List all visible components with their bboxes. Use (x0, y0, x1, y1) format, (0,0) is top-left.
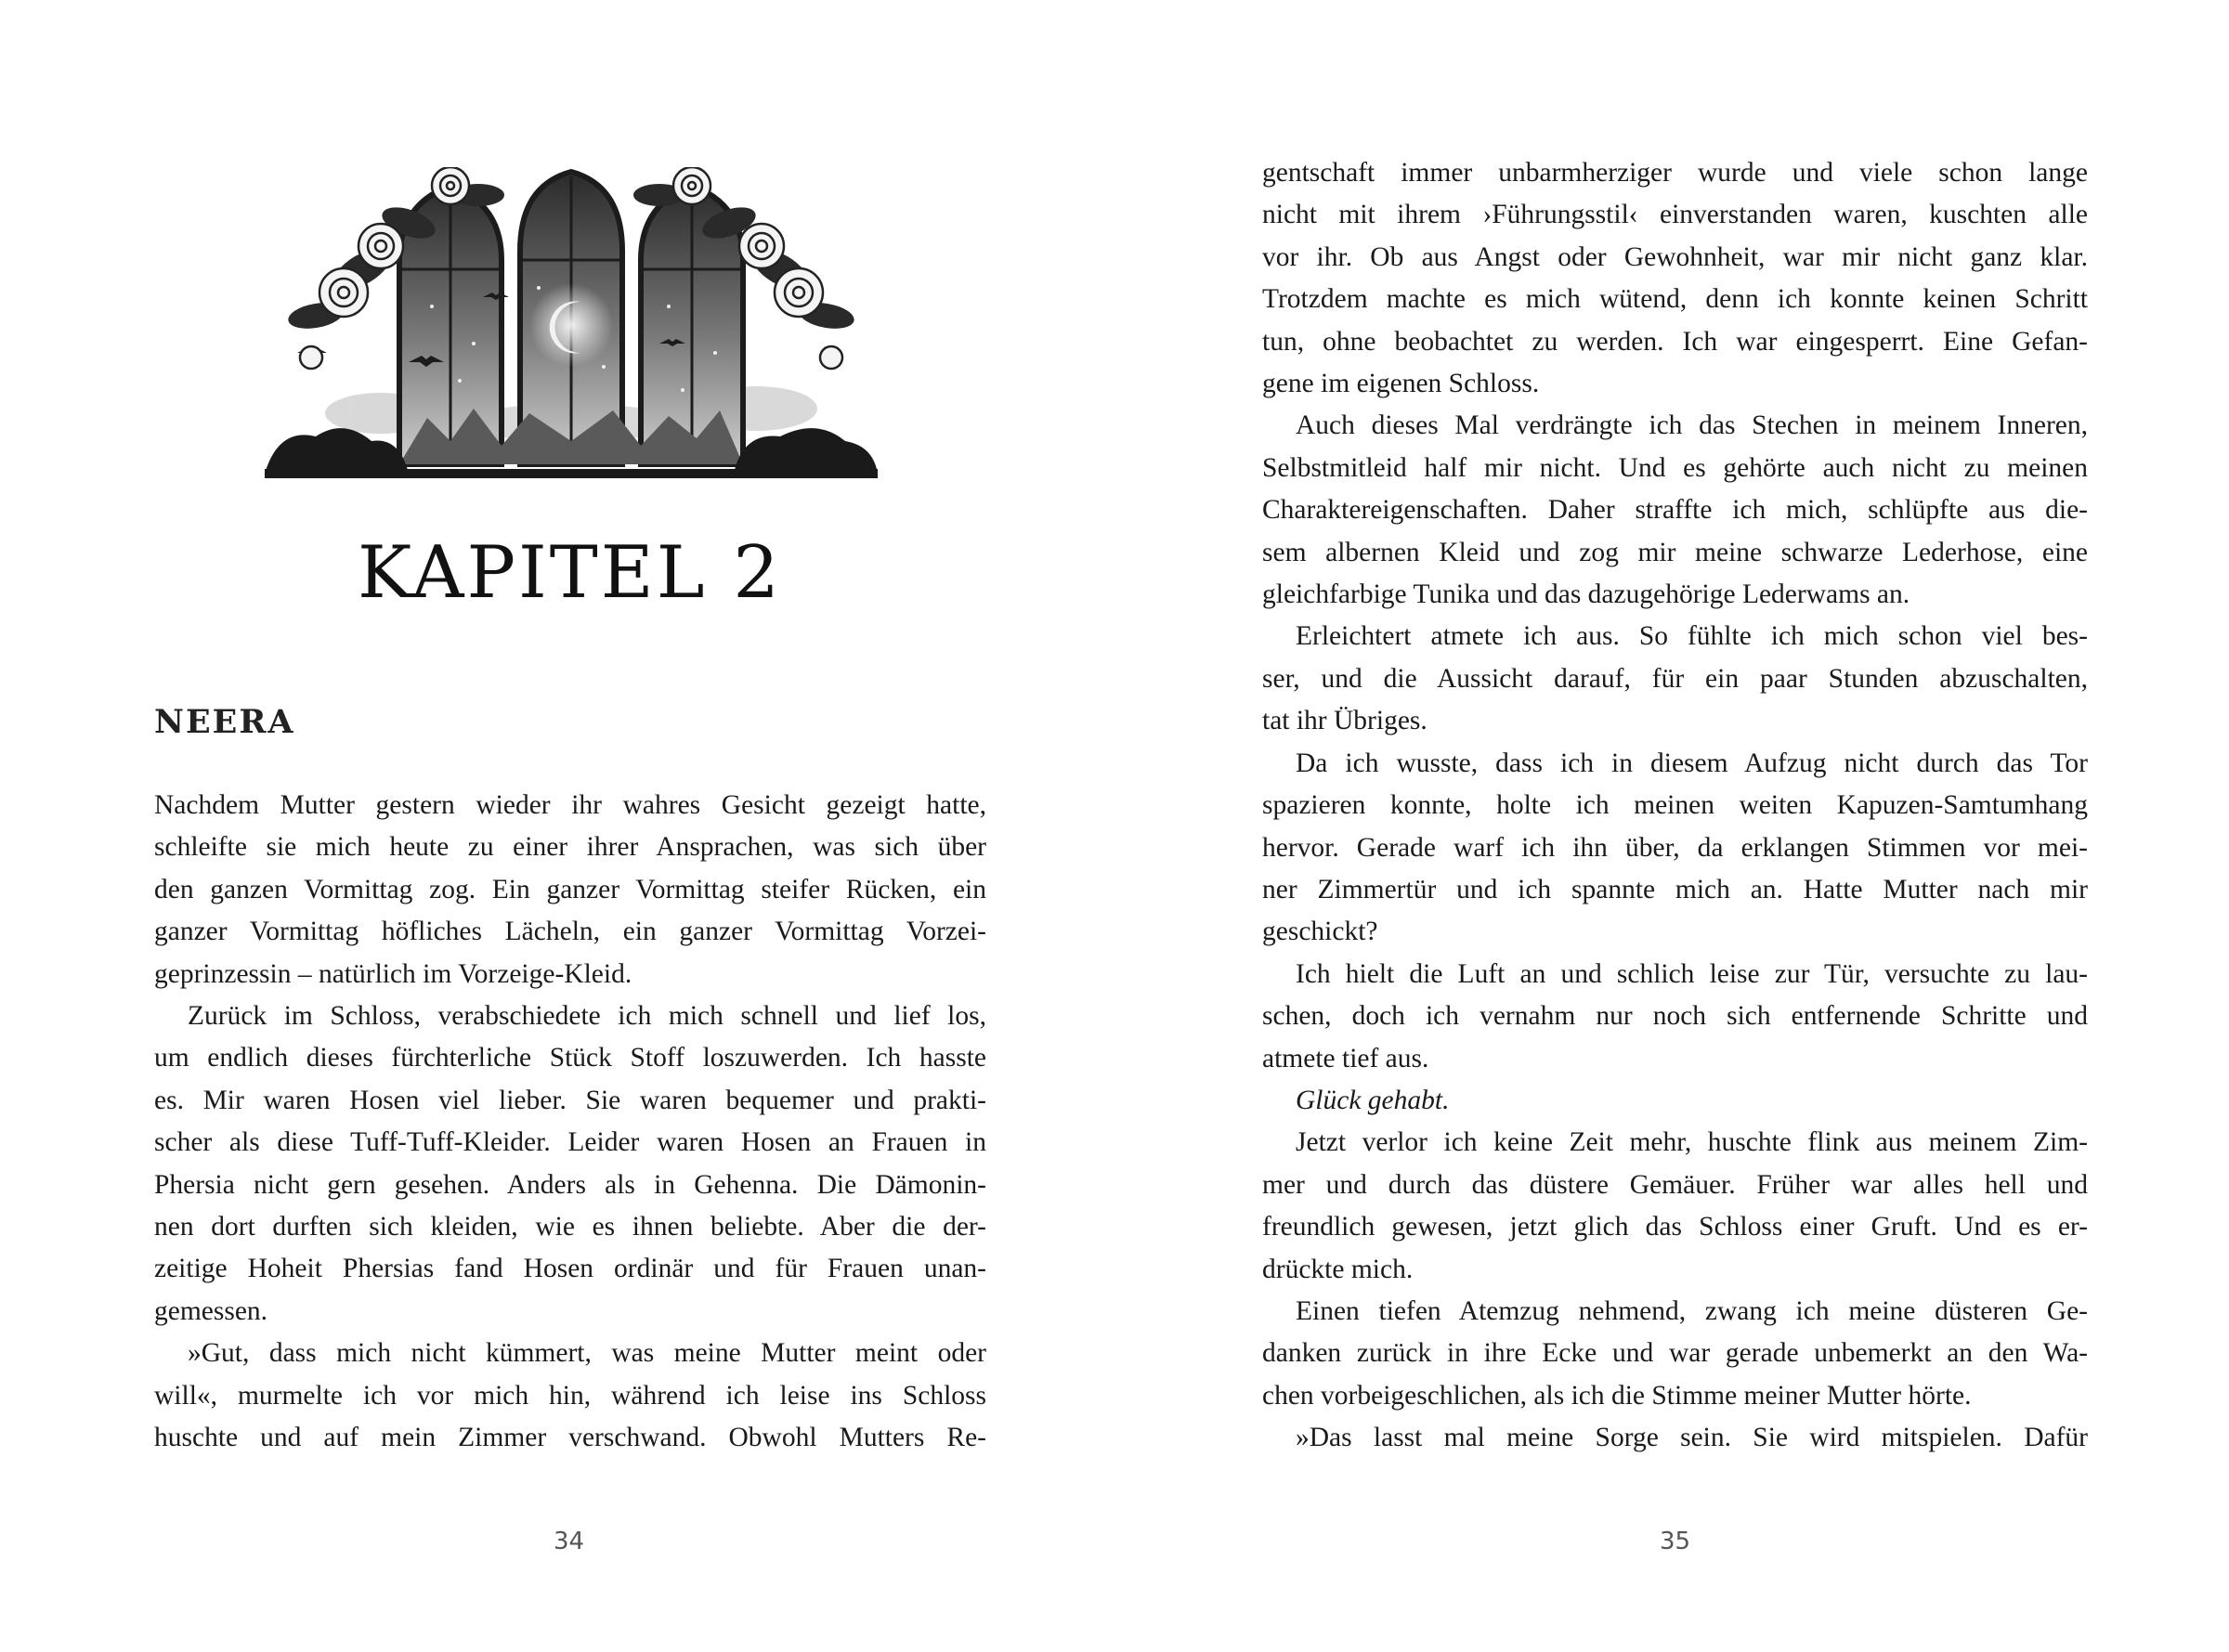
text-line: Auch dieses Mal verdrängte ich das Stechen in meinem Inneren, (1296, 410, 2088, 441)
text-line: gene im eigenen Schloss. (1262, 369, 1540, 399)
text-line: geschickt? (1262, 917, 1378, 947)
text-line: ganzer Vormittag höfliches Lächeln, ein ganzer Vormittag Vorzei- (154, 917, 986, 947)
narrator-name: NEERA (154, 703, 295, 741)
text-line: gleichfarbige Tunika und das dazugehörige Lederwams an. (1262, 579, 1910, 610)
text-line: Da ich wusste, dass ich in diesem Aufzug nicht durch das Tor (1296, 748, 2088, 778)
text-line: »Das lasst mal meine Sorge sein. Sie wird mitspielen. Dafür (1296, 1423, 2088, 1453)
text-line: Erleichtert atmete ich aus. So fühlte ich mich schon viel bes- (1296, 621, 2088, 652)
text-line: gentschaft immer unbarmherziger wurde und viele schon lange (1262, 158, 2088, 188)
text-line: Trotzdem machte es mich wütend, denn ich konnte keinen Schritt (1262, 284, 2088, 315)
text-line: sem albernen Kleid und zog mir meine schwarze Lederhose, eine (1262, 537, 2088, 567)
text-line: ner Zimmertür und ich spannte mich an. Hatte Mutter nach mir (1262, 874, 2088, 904)
text-line: nen dort durften sich kleiden, wie es ihnen beliebte. Aber die der- (154, 1212, 986, 1242)
body-text-left (154, 785, 986, 1460)
text-line: den ganzen Vormittag zog. Ein ganzer Vormittag steifer Rücken, ein (154, 874, 986, 904)
right-page (1114, 0, 2229, 1652)
text-line: ser, und die Aussicht darauf, für ein paar Stunden abzuschalten, (1262, 663, 2088, 694)
text-line: geprinzessin – natürlich im Vorzeige-Kleid. (154, 958, 632, 989)
text-line: »Gut, dass mich nicht kümmert, was meine Mutter meint oder (188, 1338, 986, 1369)
text-line: scher als diese Tuff-Tuff-Kleider. Leider waren Hosen an Frauen in (154, 1127, 986, 1158)
body-text-right (1262, 152, 2088, 1460)
gothic-window-illustration (260, 167, 882, 488)
page-number: 34 (554, 1528, 585, 1555)
text-line: danken zurück in ihre Ecke und war gerade unbemerkt an den Wa- (1262, 1338, 2088, 1369)
text-line: vor ihr. Ob aus Angst oder Gewohnheit, war mir nicht ganz klar. (1262, 241, 2088, 272)
text-line: freundlich gewesen, jetzt glich das Schloss einer Gruft. Und es er- (1262, 1212, 2088, 1242)
text-line: nicht mit ihrem ›Führungsstil‹ einverstanden waren, kuschten alle (1262, 200, 2088, 230)
text-line: drückte mich. (1262, 1254, 1414, 1284)
text-line: mer und durch das düstere Gemäuer. Früher war alles hell und (1262, 1169, 2088, 1200)
text-line: Einen tiefen Atemzug nehmend, zwang ich meine düsteren Ge- (1296, 1295, 2088, 1326)
text-line: Glück gehabt. (1296, 1085, 1450, 1115)
text-line: spazieren konnte, holte ich meinen weiten Kapuzen-Samtumhang (1262, 790, 2088, 821)
chapter-title: KAPITEL 2 (358, 531, 782, 615)
text-line: Jetzt verlor ich keine Zeit mehr, huschte flink aus meinem Zim- (1296, 1127, 2088, 1158)
text-line: will«, murmelte ich vor mich hin, während ich leise ins Schloss (154, 1380, 986, 1411)
text-line: um endlich dieses fürchterliche Stück Stoff loszuwerden. Ich hasste (154, 1043, 986, 1073)
text-line: schen, doch ich vernahm nur noch sich entfernende Schritte und (1262, 1001, 2088, 1032)
text-line: schleifte sie mich heute zu einer ihrer Ansprachen, was sich über (154, 832, 986, 863)
left-page (0, 0, 1114, 1652)
text-line: es. Mir waren Hosen viel lieber. Sie waren bequemer und prakti- (154, 1085, 986, 1115)
text-line: tun, ohne beobachtet zu werden. Ich war eingesperrt. Eine Gefan- (1262, 326, 2088, 357)
text-line: Phersia nicht gern gesehen. Anders als in Gehenna. Die Dämonin- (154, 1169, 986, 1200)
text-line: tat ihr Übriges. (1262, 706, 1427, 736)
text-line: huschte und auf mein Zimmer verschwand. Obwohl Mutters Re- (154, 1423, 986, 1453)
text-line: atmete tief aus. (1262, 1043, 1429, 1073)
text-line: Charaktereigenschaften. Daher straffte ich mich, schlüpfte aus die- (1262, 495, 2088, 526)
text-line: gemessen. (154, 1295, 268, 1326)
text-line: hervor. Gerade warf ich ihn über, da erklangen Stimmen vor mei- (1262, 832, 2088, 863)
page-number: 35 (1660, 1528, 1691, 1555)
text-line: Nachdem Mutter gestern wieder ihr wahres Gesicht gezeigt hatte, (154, 790, 986, 820)
text-line: Zurück im Schloss, verabschiedete ich mich schnell und lief los, (188, 1001, 986, 1032)
text-line: Selbstmitleid half mir nicht. Und es gehörte auch nicht zu meinen (1262, 452, 2088, 483)
text-line: Ich hielt die Luft an und schlich leise zur Tür, versuchte zu lau- (1296, 958, 2088, 989)
text-line: chen vorbeigeschlichen, als ich die Stimme meiner Mutter hörte. (1262, 1380, 1972, 1411)
text-line: zeitige Hoheit Phersias fand Hosen ordinär und für Frauen unan- (154, 1254, 986, 1284)
